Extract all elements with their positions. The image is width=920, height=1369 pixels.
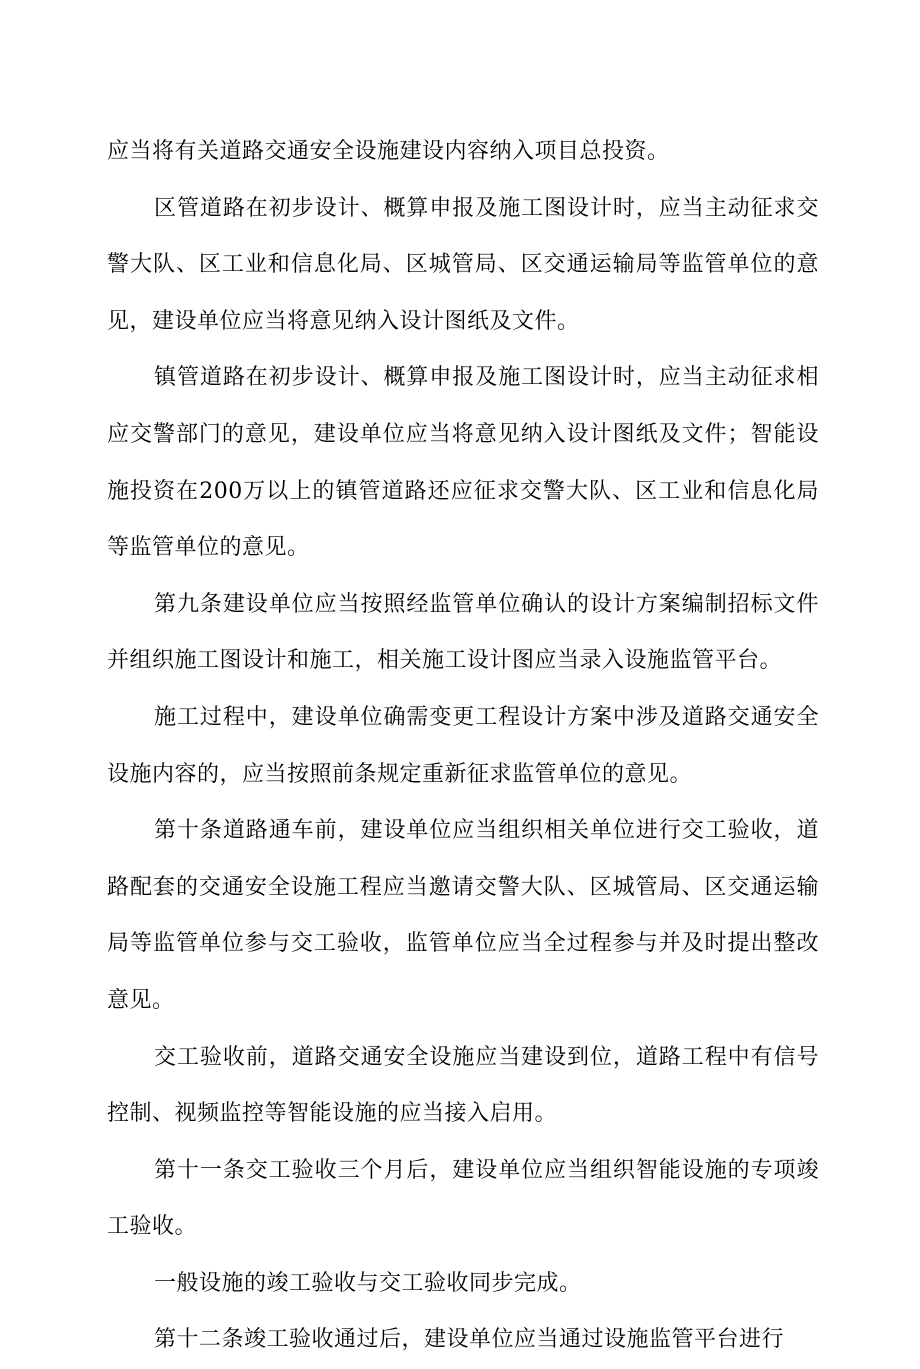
- paragraph-10: 第十二条竣工验收通过后，建设单位应当通过设施监管平台进行: [154, 1327, 785, 1353]
- paragraph-3: 镇管道路在初步设计、概算申报及施工图设计时，应当主动征求相应交警部门的意见，建设单位应当将意见纳入设计图纸及文件；智能设施投资在200万以上的镇管道路还应征求交警大队、区工业和信息化局等监管单位的意见。: [107, 365, 819, 561]
- document-body: [107, 124, 819, 1369]
- paragraph-6: 第十条道路通车前，建设单位应当组织相关单位进行交工验收，道路配套的交通安全设施工程应当邀请交警大队、区城管局、区交通运输局等监管单位参与交工验收，监管单位应当全过程参与并及时提出整改意见。: [107, 818, 819, 1013]
- paragraph-5: 施工过程中，建设单位确需变更工程设计方案中涉及道路交通安全设施内容的，应当按照前条规定重新征求监管单位的意见。: [107, 704, 819, 787]
- paragraph-7: 交工验收前，道路交通安全设施应当建设到位，道路工程中有信号控制、视频监控等智能设施的应当接入启用。: [107, 1044, 819, 1127]
- paragraph-8: 第十一条交工验收三个月后，建设单位应当组织智能设施的专项竣工验收。: [107, 1157, 819, 1240]
- paragraph-4: 第九条建设单位应当按照经监管单位确认的设计方案编制招标文件并组织施工图设计和施工，相关施工设计图应当录入设施监管平台。: [107, 591, 819, 674]
- paragraph-2: 区管道路在初步设计、概算申报及施工图设计时，应当主动征求交警大队、区工业和信息化局、区城管局、区交通运输局等监管单位的意见，建设单位应当将意见纳入设计图纸及文件。: [107, 195, 819, 334]
- paragraph-1: 应当将有关道路交通安全设施建设内容纳入项目总投资。: [107, 139, 670, 164]
- paragraph-9: 一般设施的竣工验收与交工验收同步完成。: [154, 1270, 582, 1296]
